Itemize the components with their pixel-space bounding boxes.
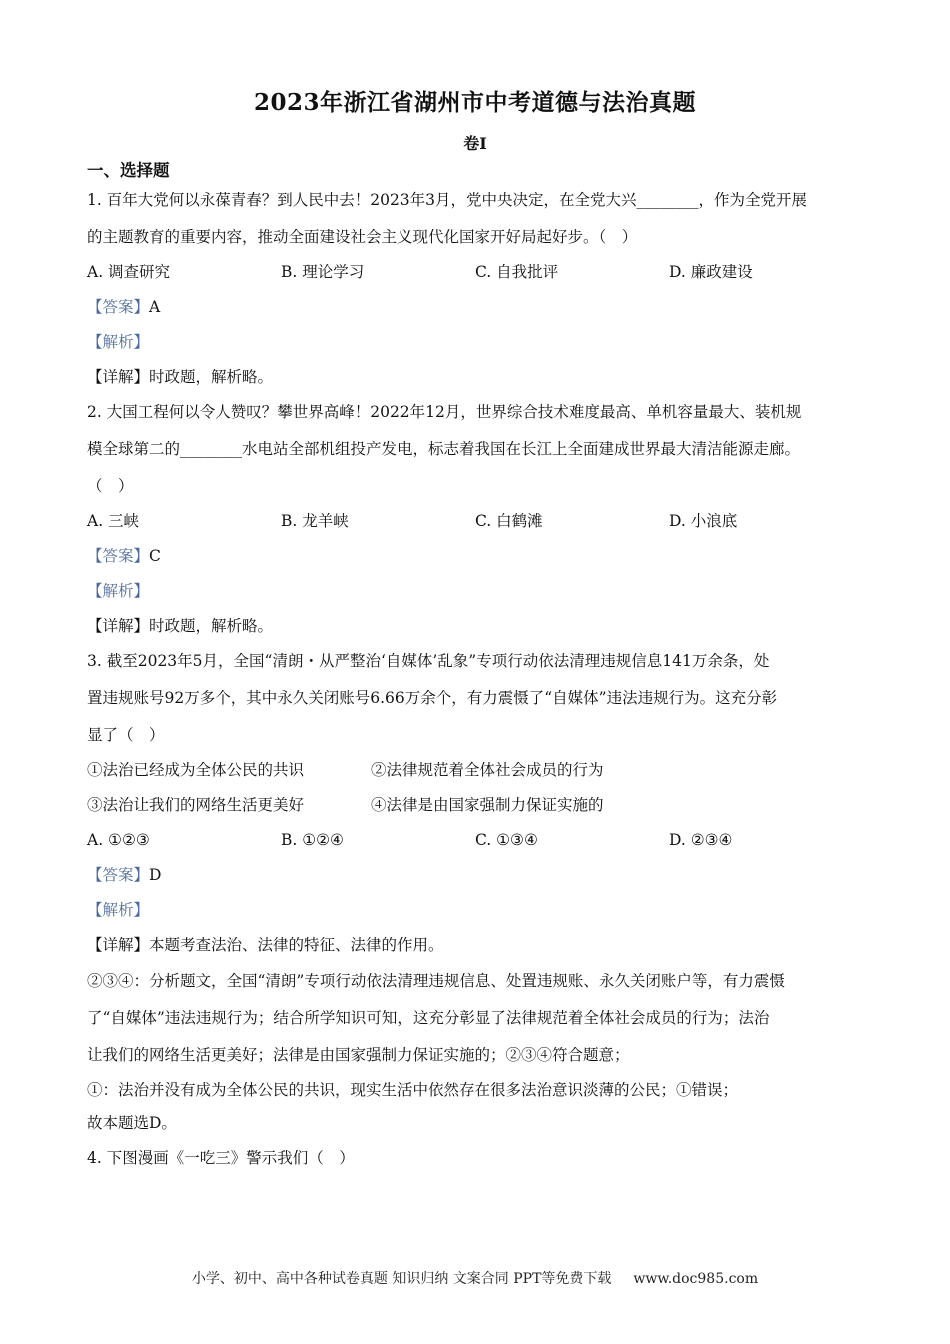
page-footer [0, 1268, 950, 1288]
page-title: 2023年浙江省湖州市中考道德与法治真题 [253, 89, 696, 116]
q2-analysis-label: 【解析】 [87, 582, 150, 600]
q3-statements-row2 [87, 794, 867, 816]
q1-stem-line2: 的主题教育的重要内容，推动全面建设社会主义现代化国家开好局起好步。（ ） [87, 228, 638, 246]
q3-option-d: D. ②③④ [669, 831, 733, 849]
q3-answer-value: D [149, 866, 162, 884]
q2-detail-text: 时政题，解析略。 [149, 617, 274, 635]
q3-option-b: B. ①②④ [281, 831, 344, 849]
detail-label: 【详解】 [87, 368, 150, 386]
q3-stem-line2: 置违规账号92万多个，其中永久关闭账号6.66万余个，有力震慑了“自媒体”违法违规行为。这充分彰 [87, 689, 778, 707]
answer-label: 【答案】 [87, 298, 150, 316]
q3-statement-4: ④法律是由国家强制力保证实施的 [371, 796, 604, 814]
detail-label: 【详解】 [87, 617, 150, 635]
section-heading: 一、选择题 [87, 161, 170, 180]
q2-answer-value: C [149, 547, 161, 565]
q1-analysis-label: 【解析】 [87, 333, 150, 351]
q1-stem-line1: 1. 百年大党何以永葆青春？到人民中去！2023年3月，党中央决定，在全党大兴________，作为全党开展 [87, 191, 808, 209]
q1-answer [87, 296, 867, 318]
q3-explain-line1: ②③④：分析题文，全国“清朗”专项行动依法清理违规信息、处置违规账、永久关闭账户等，有力震慑 [87, 972, 785, 990]
q3-stem-line3: 显了（ ） [87, 726, 165, 744]
q1-options [87, 261, 867, 283]
q1-answer-value: A [149, 298, 161, 316]
q3-statement-3: ③法治让我们的网络生活更美好 [87, 796, 305, 814]
detail-label: 【详解】 [87, 936, 150, 954]
q2-stem-line2: 模全球第二的________水电站全部机组投产发电，标志着我国在长江上全面建成世界最大清洁能源走廊。 [87, 440, 801, 458]
q3-statement-1: ①法治已经成为全体公民的共识 [87, 761, 305, 779]
q1-option-d: D. 廉政建设 [669, 263, 753, 281]
q3-stem-line1: 3. 截至2023年5月，全国“清朗・从严整治‘自媒体’乱象”专项行动依法清理违规信息141万余条，处 [87, 652, 770, 670]
q2-detail [87, 615, 867, 637]
q3-explain-line2: 了“自媒体”违法违规行为；结合所学知识可知，这充分彰显了法律规范着全体社会成员的行为；法治 [87, 1009, 770, 1027]
answer-label: 【答案】 [87, 547, 150, 565]
q2-option-d: D. 小浪底 [669, 512, 738, 530]
footer-text: 小学、初中、高中各种试卷真题 知识归纳 文案合同 PPT等免费下载 [191, 1271, 612, 1287]
q1-option-a: A. 调查研究 [87, 263, 171, 281]
q2-option-c: C. 白鹤滩 [475, 512, 543, 530]
q2-answer [87, 545, 867, 567]
q1-detail [87, 366, 867, 388]
q3-options [87, 829, 867, 851]
q1-option-b: B. 理论学习 [281, 263, 365, 281]
q2-option-b: B. 龙羊峡 [281, 512, 349, 530]
q3-explain-line3: 让我们的网络生活更美好；法律是由国家强制力保证实施的；②③④符合题意； [87, 1046, 630, 1064]
q1-option-c: C. 自我批评 [475, 263, 559, 281]
q2-stem-line1: 2. 大国工程何以令人赞叹？攀世界高峰！2022年12月，世界综合技术难度最高、单机容量最大、装机规 [87, 403, 802, 421]
q2-options [87, 510, 867, 532]
q3-detail [87, 934, 867, 956]
footer-url[interactable]: www.doc985.com [633, 1271, 759, 1287]
paper-subtitle: 卷I [463, 134, 487, 153]
q3-answer [87, 864, 867, 886]
q1-detail-text: 时政题，解析略。 [149, 368, 274, 386]
q3-statement-2: ②法律规范着全体社会成员的行为 [371, 761, 604, 779]
q3-statements-row1 [87, 759, 867, 781]
q3-analysis-label: 【解析】 [87, 901, 150, 919]
q2-option-a: A. 三峡 [87, 512, 140, 530]
q3-conclusion: 故本题选D。 [87, 1114, 177, 1132]
q3-explain-line4: ①：法治并没有成为全体公民的共识，现实生活中依然存在很多法治意识淡薄的公民；①错误； [87, 1081, 739, 1099]
q3-option-c: C. ①③④ [475, 831, 538, 849]
q3-detail-text: 本题考查法治、法律的特征、法律的作用。 [149, 936, 444, 954]
q2-stem-line3: （ ） [87, 477, 134, 495]
answer-label: 【答案】 [87, 866, 150, 884]
q3-option-a: A. ①②③ [87, 831, 150, 849]
q4-stem-line1: 4. 下图漫画《一吃三》警示我们（ ） [87, 1149, 355, 1167]
